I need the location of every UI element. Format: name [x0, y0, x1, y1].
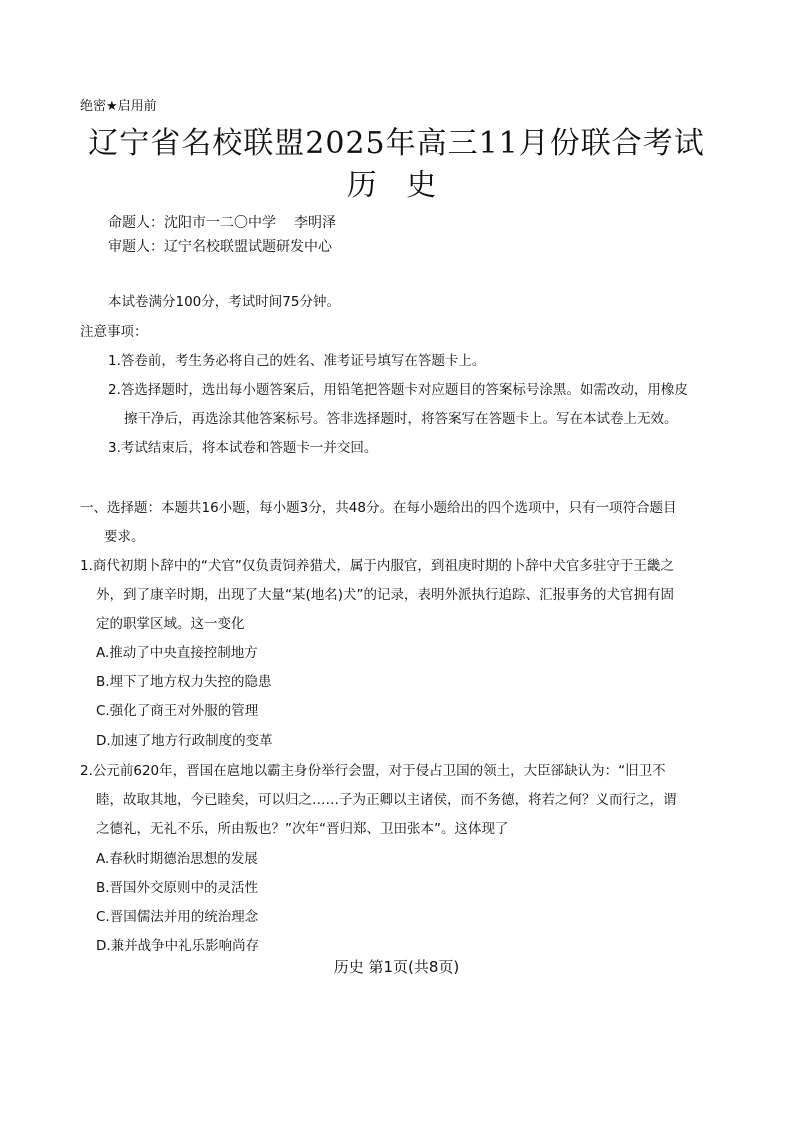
question-2-option-d: D.兼并战争中礼乐影响尚存 [96, 938, 260, 954]
question-1-stem-3: 定的职掌区域。这一变化 [96, 616, 245, 632]
question-2-option-a: A.春秋时期德治思想的发展 [96, 851, 258, 867]
notice-item-2-cont: 擦干净后，再选涂其他答案标号。答非选择题时，将答案写在答题卡上。写在本试卷上无效。 [124, 411, 678, 427]
reviewer-line [108, 236, 332, 256]
notice-heading: 注意事项： [80, 324, 148, 340]
section-heading-cont: 要求。 [104, 529, 145, 545]
exam-title: 辽宁省名校联盟2025年高三11月份联合考试 [88, 126, 705, 161]
notice-item-1: 1.答卷前，考生务必将自己的姓名、准考证号填写在答题卡上。 [108, 353, 486, 369]
question-2-stem-3: 之德礼，无礼不乐，所由叛也？”次年“晋归郑、卫田张本”。这体现了 [96, 821, 509, 837]
subject-title: 历 史 [346, 168, 447, 203]
setter-name: 李明泽 [294, 215, 336, 231]
setter-school: 沈阳市一二〇中学 [164, 215, 276, 231]
question-1-option-a: A.推动了中央直接控制地方 [96, 645, 258, 661]
reviewer-label: 审题人： [108, 239, 164, 255]
section-heading: 一、选择题：本题共16小题，每小题3分，共48分。在每小题给出的四个选项中，只有一项符合题目 [80, 500, 677, 516]
question-2-stem-1: 2.公元前620年，晋国在扈地以霸主身份举行会盟，对于侵占卫国的领土，大臣郤缺认为：“旧卫不 [80, 763, 666, 779]
question-1-option-c: C.强化了商王对外服的管理 [96, 703, 259, 719]
setter-label: 命题人： [108, 215, 164, 231]
notice-item-2: 2.答选择题时，选出每小题答案后，用铅笔把答题卡对应题目的答案标号涂黑。如需改动，用橡皮 [108, 382, 688, 398]
secret-label: 绝密★启用前 [80, 99, 157, 114]
question-1-option-b: B.埋下了地方权力失控的隐患 [96, 674, 272, 690]
question-1-stem-1: 1.商代初期卜辞中的“犬官”仅负责饲养猎犬，属于内服官，到祖庚时期的卜辞中犬官多驻守于王畿之 [80, 558, 674, 574]
question-2-option-c: C.晋国儒法并用的统治理念 [96, 909, 259, 925]
reviewer-name: 辽宁名校联盟试题研发中心 [164, 239, 332, 255]
setter-line [108, 212, 336, 232]
exam-info: 本试卷满分100分，考试时间75分钟。 [108, 294, 340, 310]
question-2-option-b: B.晋国外交原则中的灵活性 [96, 880, 259, 896]
page-footer: 历史 第1页(共8页) [333, 958, 460, 976]
question-1-option-d: D.加速了地方行政制度的变革 [96, 733, 273, 749]
question-2-stem-2: 睦，故取其地，今已睦矣，可以归之……子为正卿以主诸侯，而不务德，将若之何？义而行之，谓 [96, 792, 677, 808]
notice-item-3: 3.考试结束后，将本试卷和答题卡一并交回。 [108, 440, 378, 456]
question-1-stem-2: 外，到了康辛时期，出现了大量“某(地名)犬”的记录，表明外派执行追踪、汇报事务的犬官拥有固 [96, 587, 675, 603]
